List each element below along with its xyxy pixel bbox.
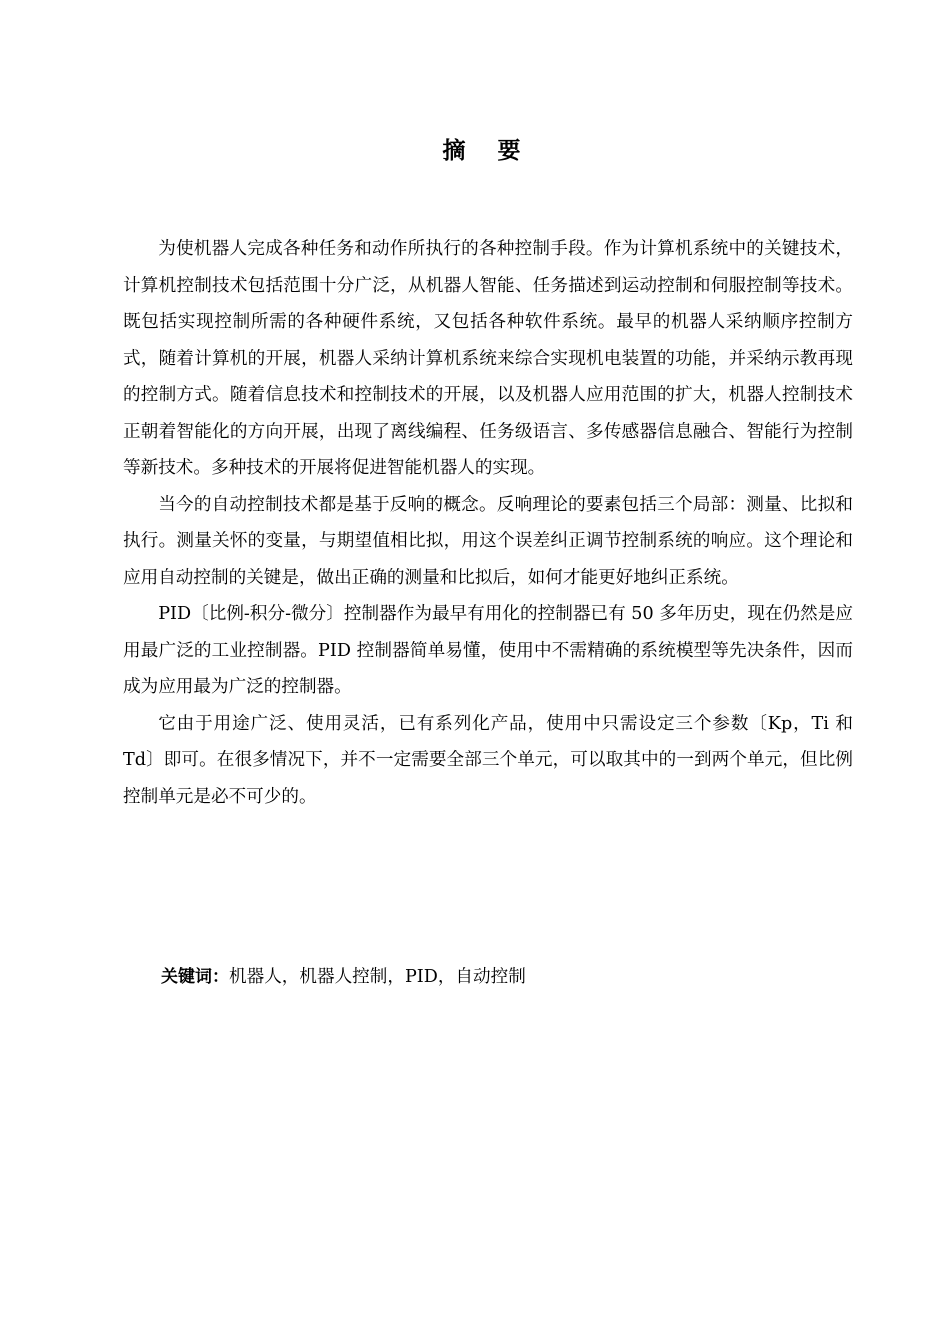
keywords-value: 机器人，机器人控制，PID，自动控制 [229,967,526,987]
abstract-paragraph-4: 它由于用途广泛、使用灵活，已有系列化产品，使用中只需设定三个参数〔Kp，Ti 和 Td〕即可。在很多情况下，并不一定需要全部三个单元，可以取其中的一到两个单元，但比例控制单元是必不可少的。 [123,713,853,807]
keywords-label: 关键词： [161,967,229,987]
abstract-paragraph-3: PID〔比例-积分-微分〕控制器作为最早有用化的控制器已有 50 多年历史，现在仍然是应用最广泛的工业控制器。PID 控制器简单易懂，使用中不需精确的系统模型等先决条件，因而成为应用最为广泛的控制器。 [123,604,853,697]
keywords-line [161,962,851,992]
abstract-body [123,231,853,815]
abstract-title: 摘 要 [442,138,533,164]
abstract-paragraph-2: 当今的自动控制技术都是基于反响的概念。反响理论的要素包括三个局部：测量、比拟和执行。测量关怀的变量，与期望值相比拟，用这个误差纠正调节控制系统的响应。这个理论和应用自动控制的关键是，做出正确的测量和比拟后，如何才能更好地纠正系统。 [123,494,853,588]
abstract-paragraph-1: 为使机器人完成各种任务和动作所执行的各种控制手段。作为计算机系统中的关键技术，计算机控制技术包括范围十分广泛，从机器人智能、任务描述到运动控制和伺服控制等技术。既包括实现控制所需的各种硬件系统，又包括各种软件系统。最早的机器人采纳顺序控制方式，随着计算机的开展，机器人采纳计算机系统来综合实现机电装置的功能，并采纳示教再现的控制方式。随着信息技术和控制技术的开展，以及机器人应用范围的扩大，机器人控制技术正朝着智能化的方向开展，出现了离线编程、任务级语言、多传感器信息融合、智能行为控制等新技术。多种技术的开展将促进智能机器人的实现。 [123,239,853,478]
